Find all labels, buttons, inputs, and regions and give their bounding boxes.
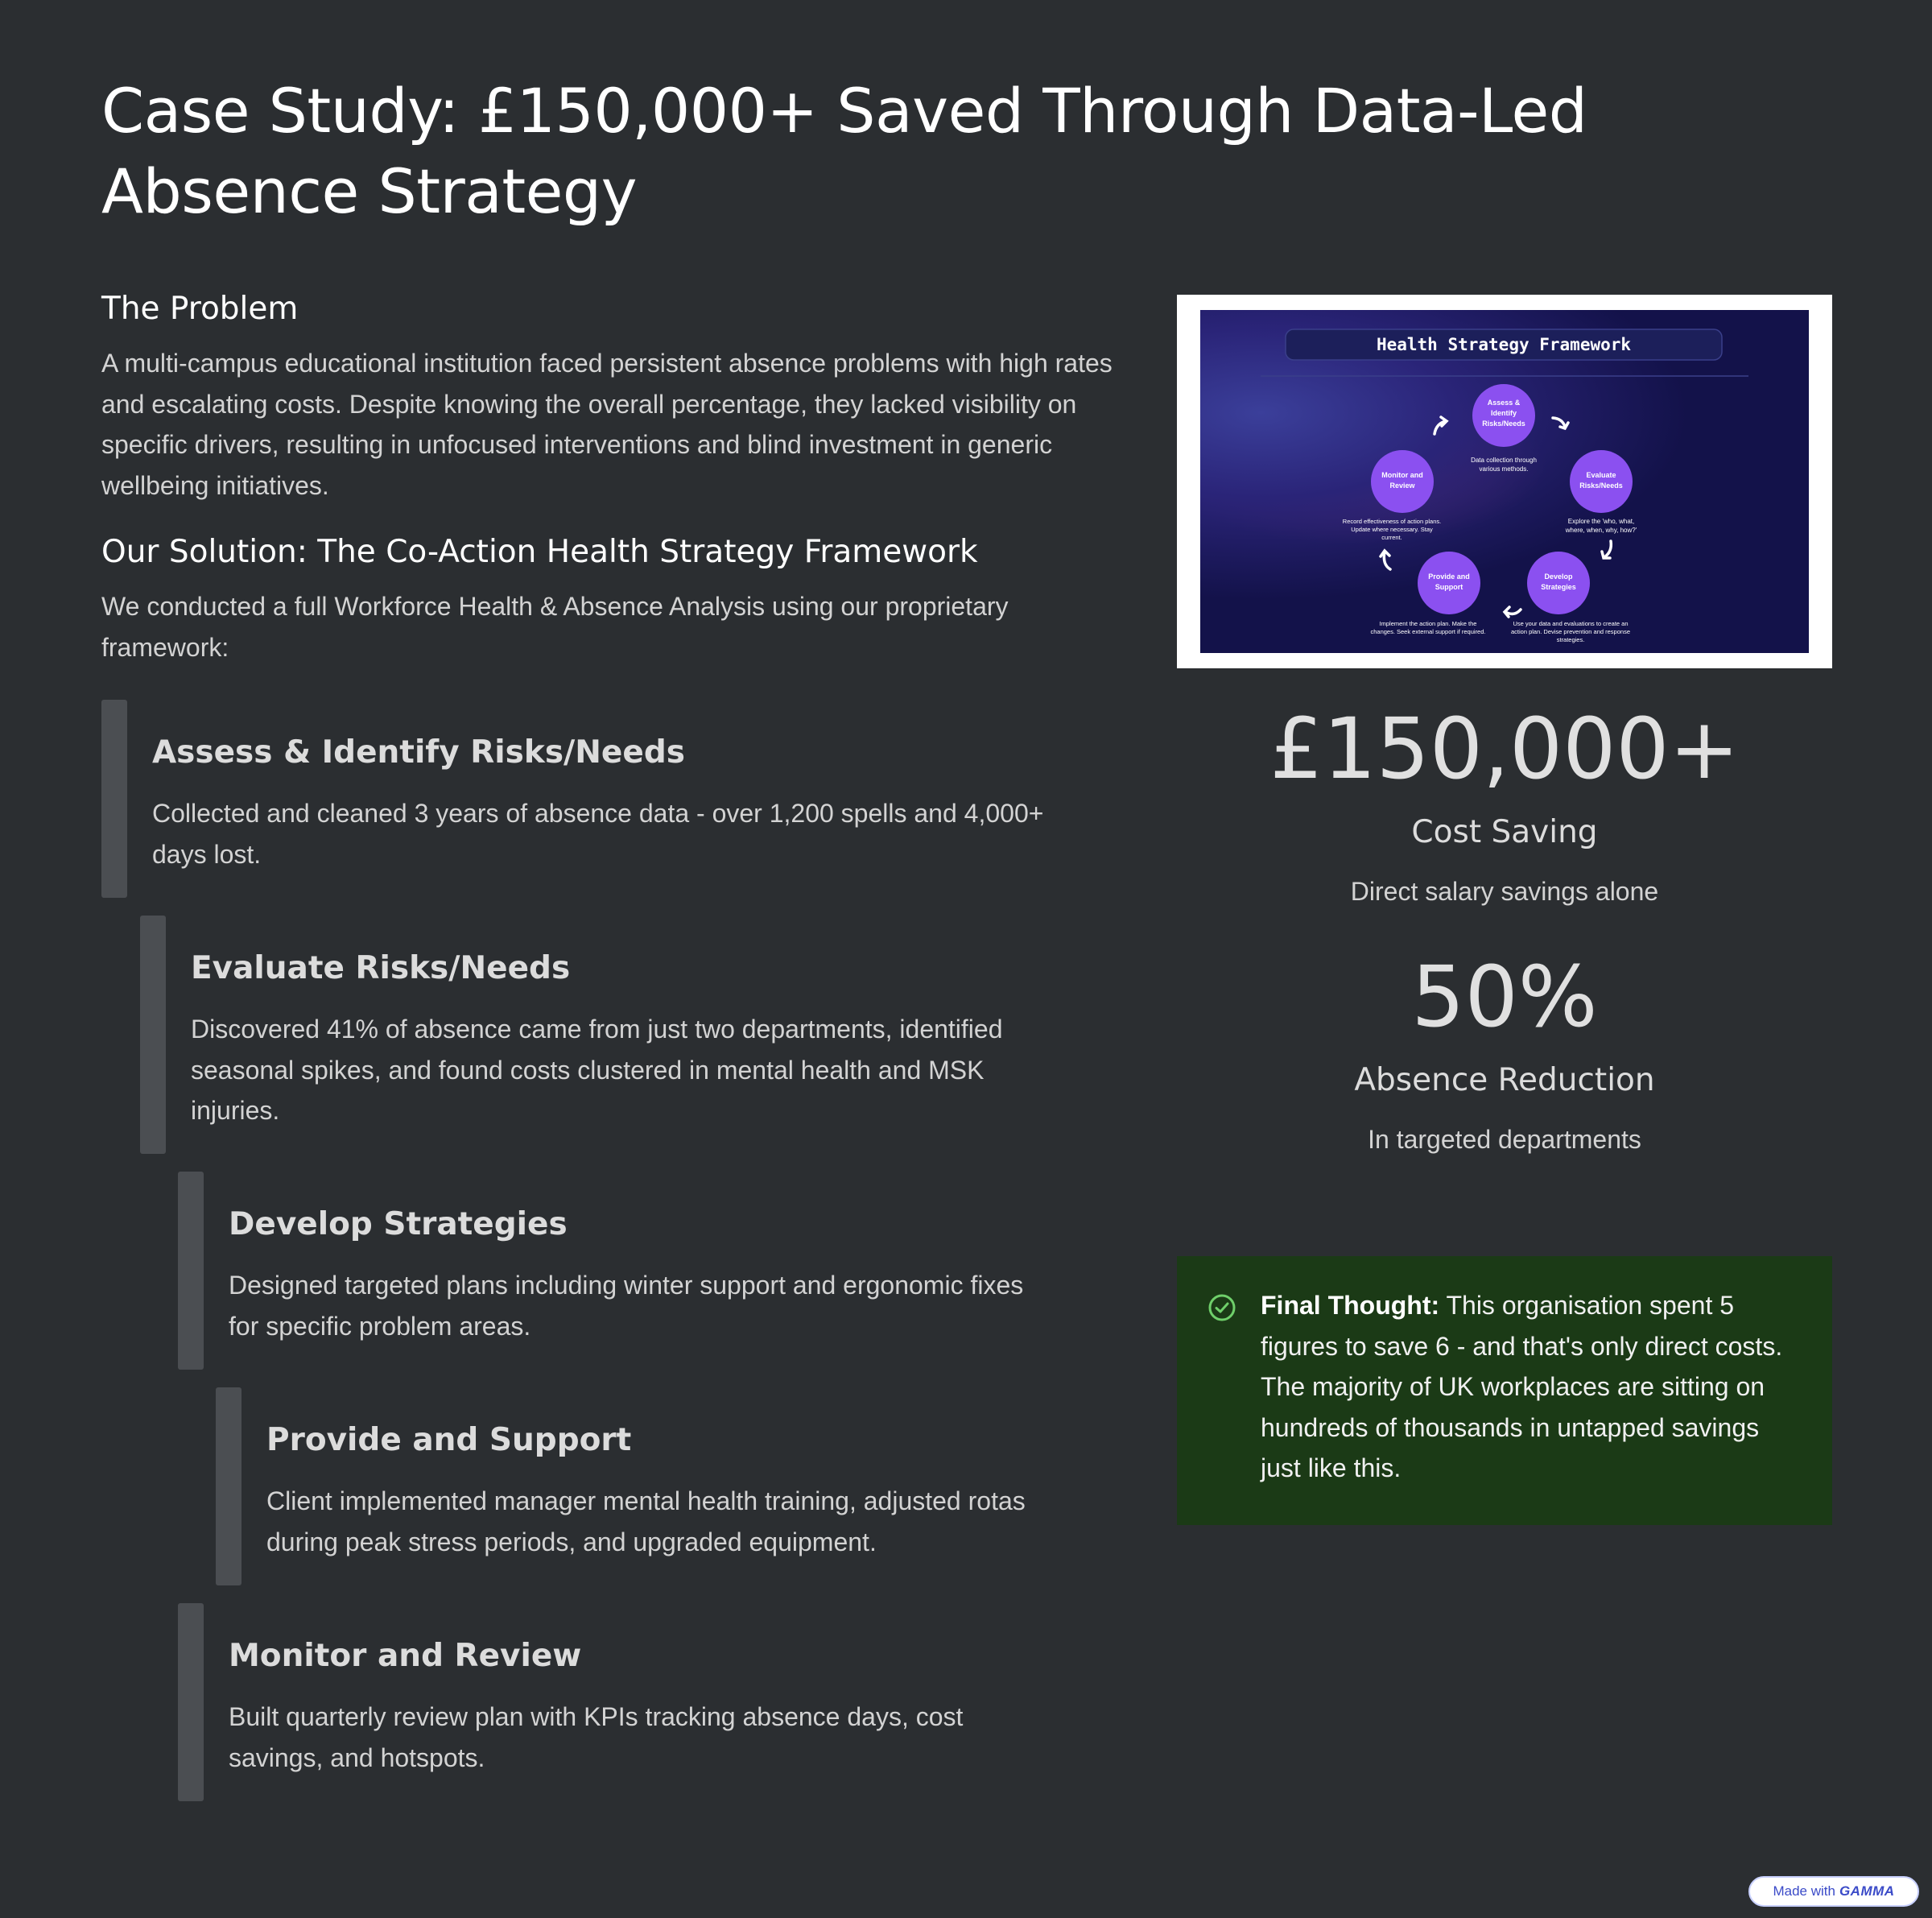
- node-label: Risks/Needs: [1579, 482, 1623, 490]
- stat-absence-reduction: [1177, 949, 1832, 1159]
- framework-steps: [101, 700, 1116, 1811]
- node-label: Strategies: [1541, 583, 1576, 591]
- step-title: Assess & Identify Risks/Needs: [152, 734, 685, 771]
- node-provide: [1370, 552, 1485, 635]
- step-bar: [178, 1172, 204, 1370]
- page-title: Case Study: £150,000+ Saved Through Data-Led Absence Strategy: [101, 75, 1587, 227]
- node-caption: changes. Seek external support if required.: [1370, 628, 1486, 635]
- final-thought-callout: [1177, 1256, 1832, 1525]
- callout-lead: Final Thought:: [1261, 1291, 1440, 1320]
- step-develop: [178, 1172, 1051, 1370]
- problem-heading: The Problem: [101, 291, 299, 327]
- step-body: Built quarterly review plan with KPIs tracking absence days, cost savings, and hotspots.: [229, 1702, 964, 1772]
- node-label: Support: [1435, 583, 1463, 591]
- step-body: Collected and cleaned 3 years of absence data - over 1,200 spells and 4,000+ days lost.: [152, 799, 1044, 869]
- node-caption: current.: [1381, 534, 1402, 541]
- step-bar: [101, 700, 127, 898]
- badge-prefix: Made with: [1773, 1883, 1835, 1899]
- stat-desc: Direct salary savings alone: [1350, 877, 1659, 906]
- step-bar: [178, 1603, 204, 1801]
- node-caption: action plan. Devise prevention and response: [1510, 628, 1631, 635]
- problem-body: A multi-campus educational institution faced persistent absence problems with high rates and escalating costs. Despite knowing the overall percentage, they lacked visibility on specific drivers, resulting in unfocused interventions and blind investment in generic wellbeing initiatives.: [101, 349, 1113, 500]
- step-title: Evaluate Risks/Needs: [191, 950, 571, 986]
- framework-svg: [1200, 310, 1809, 653]
- step-body: Client implemented manager mental health training, adjusted rotas during peak stress periods, and upgraded equipment.: [266, 1486, 1026, 1556]
- stat-value: 50%: [1411, 948, 1598, 1046]
- stat-cost-saving: [1177, 701, 1832, 911]
- check-circle-icon: [1206, 1292, 1238, 1324]
- made-with-gamma-badge[interactable]: [1748, 1876, 1919, 1907]
- step-title: Provide and Support: [266, 1422, 632, 1458]
- node-assess: [1471, 384, 1537, 473]
- arrow-icon: [1553, 418, 1565, 427]
- stat-desc: In targeted departments: [1368, 1125, 1641, 1154]
- node-label: Risks/Needs: [1482, 420, 1525, 428]
- step-bar: [216, 1387, 242, 1585]
- node-label: Assess &: [1487, 399, 1521, 407]
- stat-label: Cost Saving: [1411, 814, 1598, 850]
- node-label: Develop: [1544, 573, 1573, 581]
- stat-label: Absence Reduction: [1354, 1062, 1655, 1098]
- solution-body: We conducted a full Workforce Health & Absence Analysis using our proprietary framework:: [101, 592, 1009, 662]
- framework-title: Health Strategy Framework: [1376, 335, 1632, 354]
- node-develop: [1511, 552, 1630, 643]
- step-body: Designed targeted plans including winter support and ergonomic fixes for specific problem areas.: [229, 1271, 1024, 1341]
- solution-heading: Our Solution: The Co-Action Health Strategy Framework: [101, 534, 978, 570]
- node-monitor: [1343, 450, 1441, 541]
- node-caption: Implement the action plan. Make the: [1379, 620, 1477, 627]
- node-label: Monitor and: [1381, 471, 1423, 479]
- arrow-icon: [1604, 541, 1611, 557]
- step-body: Discovered 41% of absence came from just two departments, identified seasonal spikes, and found costs clustered in mental health and MSK injuries.: [191, 1015, 1003, 1125]
- callout-text: [1261, 1285, 1803, 1489]
- node-caption: Update where necessary. Stay: [1351, 526, 1433, 533]
- node-label: Review: [1389, 482, 1415, 490]
- node-label: Evaluate: [1586, 471, 1616, 479]
- left-column: [101, 287, 1116, 1811]
- step-bar: [140, 916, 166, 1154]
- stat-value: £150,000+: [1269, 700, 1740, 798]
- callout-body: This organisation spent 5 figures to save 6 - and that's only direct costs. The majority of UK workplaces are sitting on hundreds of thousands in untapped savings just like this.: [1261, 1291, 1783, 1482]
- node-caption: Use your data and evaluations to create an: [1513, 620, 1629, 627]
- step-provide: [216, 1387, 1051, 1585]
- badge-brand: GAMMA: [1839, 1883, 1895, 1899]
- node-caption: various methods.: [1479, 465, 1529, 473]
- node-caption: strategies.: [1556, 636, 1585, 643]
- step-title: Monitor and Review: [229, 1638, 582, 1674]
- step-assess: [101, 700, 1051, 898]
- node-label: Provide and: [1428, 573, 1470, 581]
- framework-image: [1177, 295, 1832, 668]
- node-evaluate: [1565, 450, 1637, 534]
- node-caption: where, when, why, how?': [1565, 527, 1637, 534]
- node-caption: Explore the 'who, what,: [1567, 518, 1635, 525]
- node-caption: Data collection through: [1471, 457, 1537, 464]
- framework-diagram: [1200, 310, 1809, 653]
- node-caption: Record effectiveness of action plans.: [1342, 518, 1442, 525]
- step-monitor: [178, 1603, 1051, 1801]
- node-label: Identify: [1490, 409, 1517, 417]
- step-title: Develop Strategies: [229, 1206, 568, 1242]
- right-column: [1177, 295, 1832, 1159]
- step-evaluate: [140, 916, 1051, 1154]
